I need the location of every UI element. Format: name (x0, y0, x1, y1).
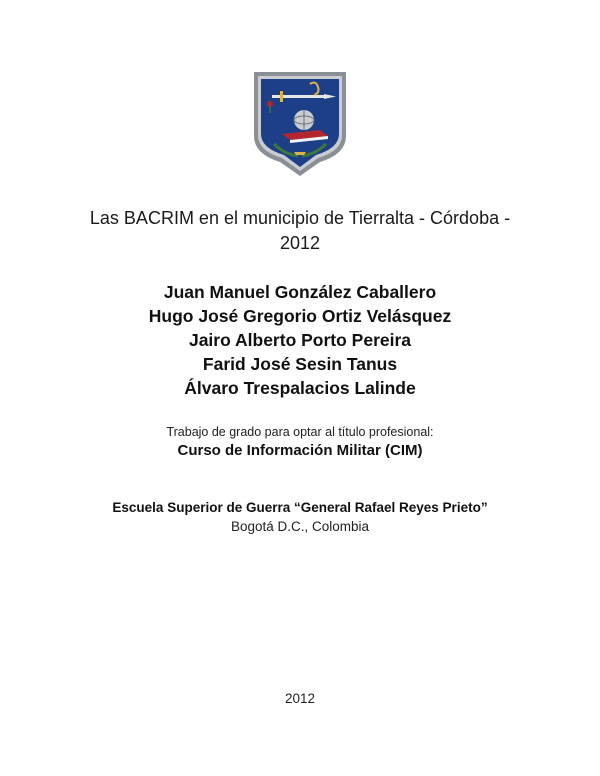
title-line-2: 2012 (279, 233, 321, 253)
degree-label: Trabajo de grado para optar al título profesional: (166, 425, 434, 439)
author-name: Juan Manuel González Caballero (163, 282, 437, 302)
military-school-crest-icon (250, 70, 350, 178)
author-name: Jairo Alberto Porto Pereira (188, 330, 412, 350)
publication-year: 2012 (284, 691, 316, 706)
document-title (0, 206, 600, 256)
author-name: Farid José Sesin Tanus (202, 354, 398, 374)
title-line-1: Las BACRIM en el municipio de Tierralta - Córdoba - (89, 208, 511, 228)
author-list (0, 280, 600, 400)
author-name: Álvaro Trespalacios Lalinde (184, 378, 416, 398)
author-name: Hugo José Gregorio Ortiz Velásquez (148, 306, 452, 326)
degree-title: Curso de Información Militar (CIM) (177, 442, 423, 459)
school-name: Escuela Superior de Guerra “General Rafael Reyes Prieto” (112, 500, 488, 515)
school-city: Bogotá D.C., Colombia (230, 519, 370, 534)
